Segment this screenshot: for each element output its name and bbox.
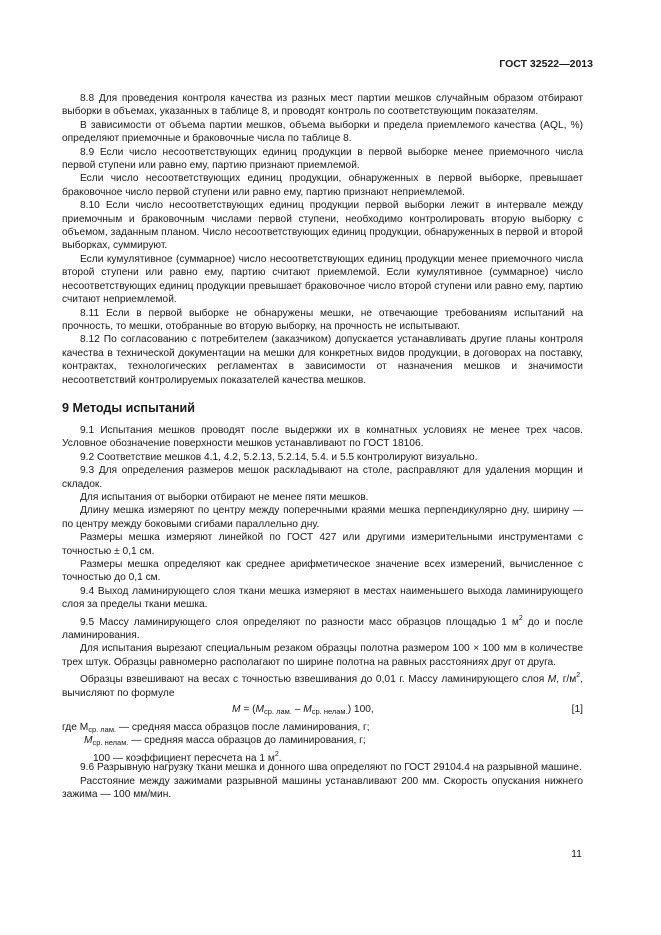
paragraph-clamp-distance: Расстояние между зажимами разрывной машины устанавливают 200 мм. Скорость опускания нижнего зажима — 100 мм/мин.	[62, 775, 583, 801]
formula-number: [1]	[571, 704, 583, 716]
paragraph-9-3: 9.3 Для определения размеров мешок раскладывают на столе, расправляют для удаления морщин и складок.	[62, 465, 583, 490]
paragraph-9-6: 9.6 Разрывную нагрузку ткани мешка и донного шва определяют по ГОСТ 29104.4 на разрывной машине.	[80, 762, 582, 774]
document-header: ГОСТ 32522—2013	[499, 58, 593, 70]
paragraph-9-4: 9.4 Выход ламинирующего слоя ткани мешка измеряют в местах наименьшего выхода ламинирующего слоя за пределы ткани мешка.	[62, 585, 583, 611]
where-line-2: $М_{ср. нелам.}$ — средняя масса образцов до ламинирования, г;	[84, 735, 366, 748]
paragraph-8-10-cumulative: Если кумулятивное (суммарное) число несоответствующих единиц продукции менее приемочного числа второй ступени или равно ему, партию считают приемлемой. Если кумулятивное (суммарное) число несоответствующих единиц продукции превышает браковочное число второй ступени или равно ему, партию считают неприемлемой.	[62, 253, 583, 306]
paragraph-8-8: 8.8 Для проведения контроля качества из разных мест партии мешков случайным образом отбирают выборки в объемах, указанных в таблице 8, и проводят контроль по соответствующим показателям.	[62, 93, 583, 118]
paragraph-sample-count: Для испытания от выборки отбирают не менее пяти мешков.	[80, 491, 369, 503]
where-line-1: где $М_{ср. лам.}$ — средняя масса образцов после ламинирования, г;	[62, 722, 370, 735]
paragraph-8-10: 8.10 Если число несоответствующих единиц продукции первой выборки лежит в интервале между приемочным и браковочным числами первой ступени, необходимо контролировать вторую выборку с объемом, заданным планом. Число несоответствующих единиц продукции, обнаруженных в первой и второй выборках, суммируют.	[62, 200, 583, 252]
paragraph-aql: В зависимости от объема партии мешков, объема выборки и предела приемлемого качества (AQL, %) определяют приемочные и браковочные числа по таблице 8.	[62, 119, 583, 145]
page-number: 11	[571, 848, 582, 860]
paragraph-specimens: Для испытания вырезают специальным резаком образцы полотна размером 100 × 100 мм в количестве трех штук. Образцы равномерно располагают по ширине полотна на равных расстояниях друг от друга.	[62, 643, 583, 668]
section-heading-9: 9 Методы испытаний	[62, 400, 195, 415]
formula-laminating-mass	[62, 701, 583, 721]
where-line-3: 100 — коэффициент пересчета на 1 $м^2$.	[93, 750, 282, 764]
page-body	[62, 92, 583, 801]
paragraph-measure-tool: Размеры мешка измеряют линейкой по ГОСТ 427 или другими измерительными инструментами с точностью ± 0,1 см.	[62, 532, 583, 557]
paragraph-8-9: 8.9 Если число несоответствующих единиц продукции в первой выборке менее приемочного числа первой ступени или равно ему, партию признают приемлемой.	[62, 146, 583, 172]
paragraph-8-11: 8.11 Если в первой выборке не обнаружены мешки, не отвечающие требованиям испытаний на прочность, то мешки, отобранные во вторую выборку, на прочность не испытывают.	[62, 307, 583, 332]
paragraph-9-2: 9.2 Соответствие мешков 4.1, 4.2, 5.2.13, 5.2.14, 5.4. и 5.5 контролируют визуально.	[80, 451, 478, 463]
paragraph-9-1: 9.1 Испытания мешков проводят после выдержки их в комнатных условиях не менее трех часов. Условное обозначение поверхности мешков устанавливают по ГОСТ 18106.	[62, 424, 583, 450]
formula-expression: $М = (М_{ср. лам.} - М_{ср. нелам.})$ 100,	[232, 704, 374, 717]
paragraph-9-5: 9.5 Массу ламинирующего слоя определяют по разности масс образцов площадью 1 $м^2$ до и после ламинирования.	[62, 614, 583, 642]
paragraph-8-9-reject: Если число несоответствующих единиц продукции, обнаруженных в первой выборке, превышает браковочное число первой ступени или равно ему, партию признают неприемлемой.	[62, 173, 583, 198]
paragraph-weighing: Образцы взвешивают на весах с точностью взвешивания до 0,01 г. Массу ламинирующего слоя М, $г/м^2$, вычисляют по формуле	[62, 672, 583, 699]
paragraph-8-12: 8.12 По согласованию с потребителем (заказчиком) допускается устанавливать другие планы контроля качества в технической документации на мешки для конкретных видов продукции, в договорах на поставку, контрактах, технологических регламентах в зависимости от назначения мешков и значимости несоответствий контролируемых показателей качества мешков.	[62, 334, 583, 386]
paragraph-mean-size: Размеры мешка определяют как среднее арифметическое значение всех измерений, вычисленное с точностью до 0,1 см.	[62, 559, 583, 584]
paragraph-length-width: Длину мешка измеряют по центру между поперечными краями мешка перпендикулярно дну, ширину — по центру между боковыми сгибами параллельно дну.	[62, 505, 583, 530]
